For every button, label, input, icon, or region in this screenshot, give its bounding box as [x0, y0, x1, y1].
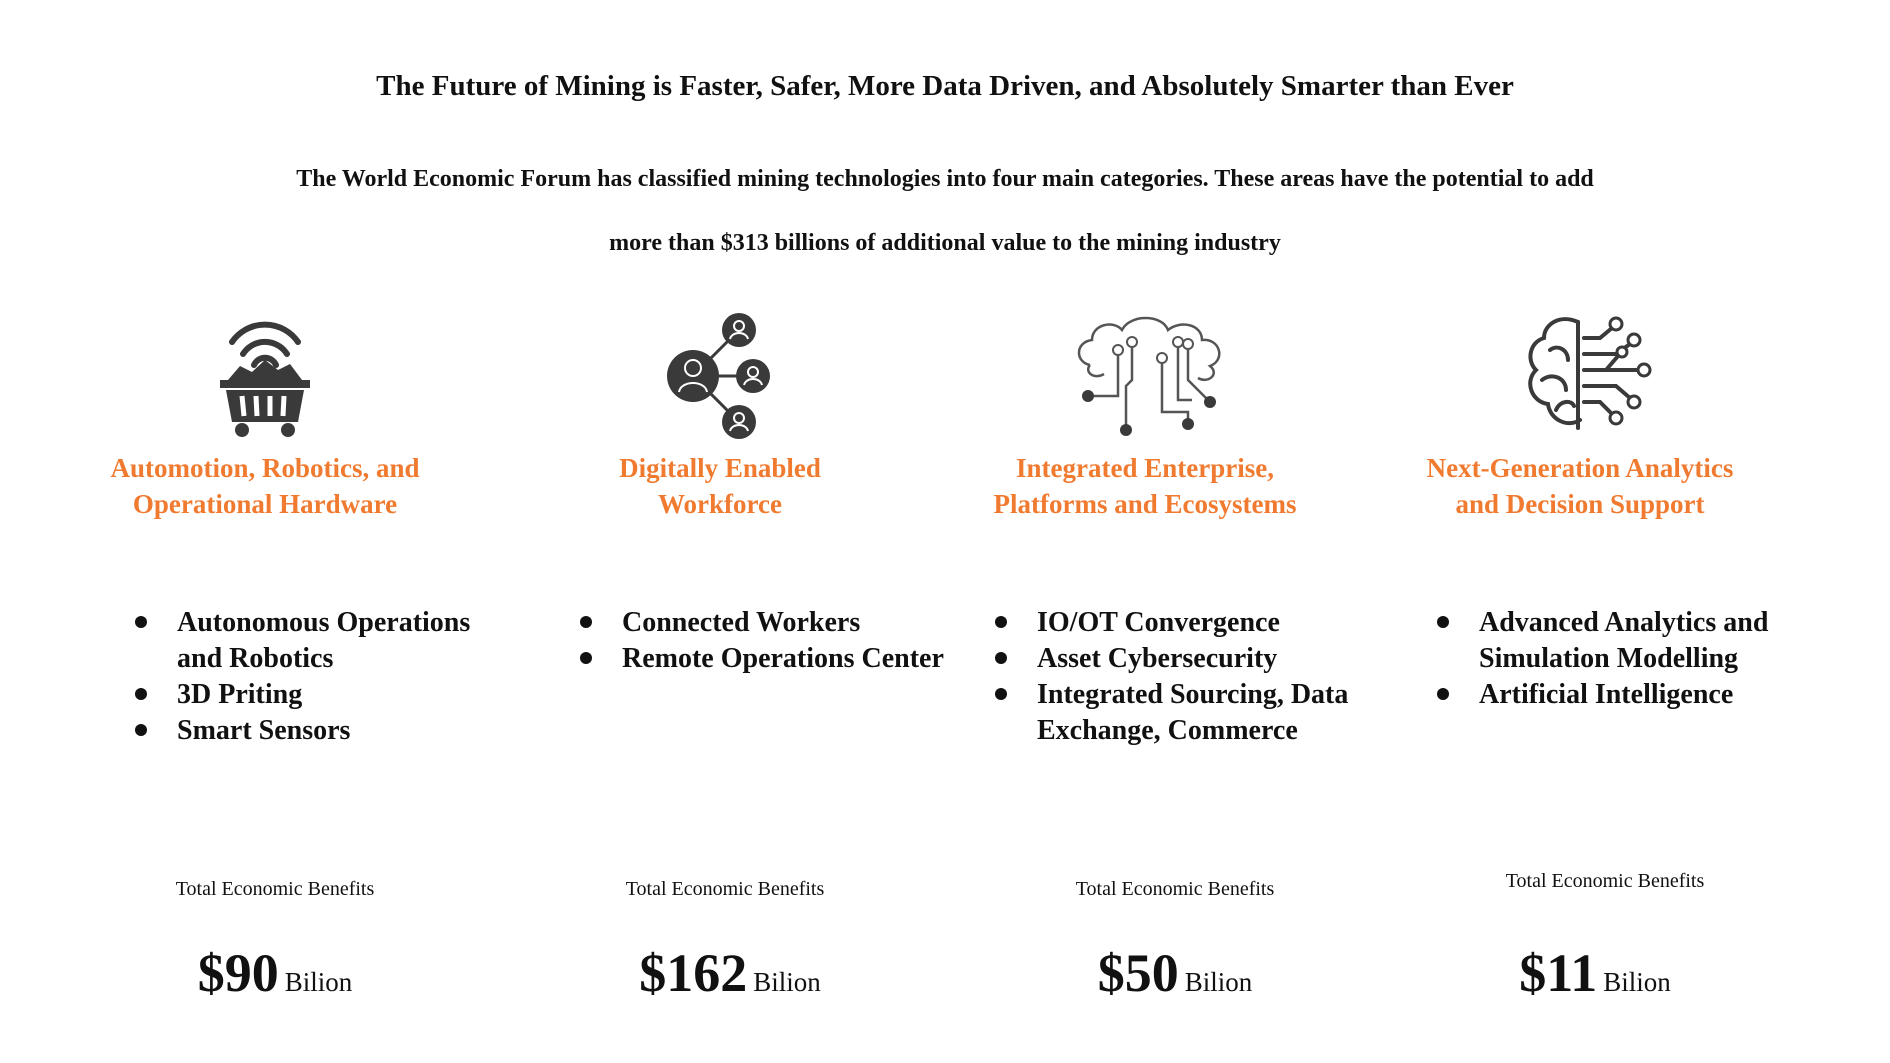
benefit-label: Total Economic Benefits [1075, 878, 1275, 900]
bullet-icon [135, 688, 147, 700]
bullet-icon [1437, 688, 1449, 700]
category-title-line1: Integrated Enterprise, [1016, 453, 1274, 483]
cloud-circuit-icon [1070, 310, 1240, 440]
page-subtitle: The World Economic Forum has classified mining technologies into four main categories. These areas have the potential to add more than $313 billions of additional value to the mining industry [296, 166, 1594, 256]
category-title-line1: Next-Generation Analytics [1426, 453, 1734, 483]
list-item: Smart Sensors [135, 713, 507, 749]
amount-unit: Bilion [1184, 967, 1253, 997]
bullet-list [135, 605, 507, 749]
category-digital-workforce [500, 310, 944, 1030]
amount-value: $90 [197, 943, 279, 1003]
list-item: Autonomous Operations and Robotics [135, 605, 507, 677]
category-title-line1: Automotion, Robotics, and [110, 453, 420, 483]
bullet-list [1437, 605, 1839, 713]
ai-brain-circuit-icon [1520, 310, 1670, 440]
bullet-icon [580, 652, 592, 664]
bullet-icon [995, 652, 1007, 664]
benefit-label: Total Economic Benefits [625, 878, 825, 900]
list-item: Asset Cybersecurity [995, 641, 1367, 677]
category-title-line1: Digitally Enabled [619, 453, 821, 483]
category-title-line2: and Decision Support [1455, 489, 1705, 519]
benefit-label: Total Economic Benefits [1505, 870, 1705, 892]
bullet-icon [995, 616, 1007, 628]
category-automation [45, 310, 485, 1030]
benefit-label: Total Economic Benefits [175, 878, 375, 900]
benefit-amount [955, 942, 1395, 1004]
benefit-amount [55, 942, 495, 1004]
category-title-line2: Platforms and Ecosystems [993, 489, 1297, 519]
bullet-icon [995, 688, 1007, 700]
amount-value: $50 [1097, 943, 1179, 1003]
category-title-line2: Workforce [658, 489, 782, 519]
page-title: The Future of Mining is Faster, Safer, More Data Driven, and Absolutely Smarter than Ever [376, 70, 1514, 102]
list-item: IO/OT Convergence [995, 605, 1367, 641]
bullet-list [580, 605, 952, 677]
list-item: 3D Priting [135, 677, 507, 713]
amount-unit: Bilion [1603, 967, 1671, 997]
category-next-gen-analytics [1365, 310, 1805, 1030]
list-item: Integrated Sourcing, Data Exchange, Commerce [995, 677, 1367, 749]
bullet-icon [1437, 616, 1449, 628]
bullet-list [995, 605, 1367, 749]
list-item: Artificial Intelligence [1437, 677, 1839, 713]
benefit-amount [510, 942, 950, 1004]
category-integrated-enterprise [925, 310, 1365, 1030]
list-item: Connected Workers [580, 605, 952, 641]
bullet-icon [135, 724, 147, 736]
bullet-icon [135, 616, 147, 628]
bullet-icon [580, 616, 592, 628]
list-item: Advanced Analytics and Simulation Modelling [1437, 605, 1839, 677]
amount-value: $11 [1519, 943, 1598, 1003]
amount-value: $162 [639, 943, 748, 1003]
connected-workers-icon [665, 310, 775, 440]
mining-cart-wifi-icon [210, 310, 320, 440]
amount-unit: Bilion [753, 967, 821, 997]
benefit-amount [1375, 942, 1815, 1004]
category-title-line2: Operational Hardware [132, 489, 398, 519]
list-item: Remote Operations Center [580, 641, 952, 677]
amount-unit: Bilion [284, 967, 353, 997]
